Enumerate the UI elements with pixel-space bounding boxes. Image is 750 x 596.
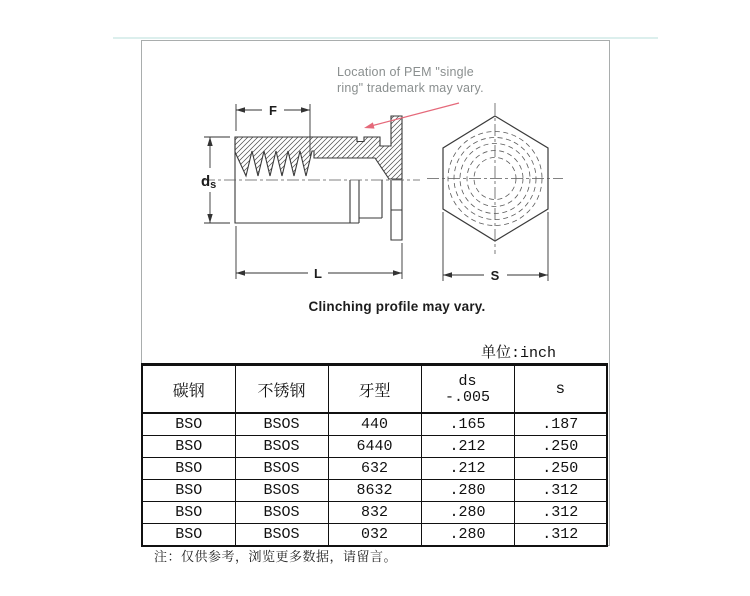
table-cell: BSO [142, 436, 235, 458]
clinching-caption: Clinching profile may vary. [308, 299, 486, 314]
table-row [142, 458, 607, 480]
dimension-l [236, 226, 402, 281]
table-row [142, 413, 607, 436]
table-row [142, 480, 607, 502]
table-cell: BSO [142, 458, 235, 480]
dimension-s [443, 212, 548, 283]
sectioned-body-hatched [235, 116, 402, 179]
table-cell: BSOS [235, 502, 328, 524]
table-cell: .280 [421, 524, 514, 547]
table-header-row [142, 365, 607, 414]
hex-centerlines [427, 103, 563, 254]
header-ds-symbol: ds [458, 372, 477, 390]
table-cell: BSOS [235, 480, 328, 502]
unit-label: 单位:inch [480, 345, 556, 362]
table-cell: .312 [514, 480, 607, 502]
table-cell: .280 [421, 480, 514, 502]
table-cell: .212 [421, 436, 514, 458]
table-cell: BSO [142, 413, 235, 436]
header-ds-tolerance: -.005 [444, 388, 490, 406]
table-cell: 032 [328, 524, 421, 547]
table-cell: BSO [142, 502, 235, 524]
dim-label-ds-sub: s [210, 179, 217, 191]
table-cell: .312 [514, 524, 607, 547]
table-cell: .187 [514, 413, 607, 436]
header-carbon-steel: 碳钢 [142, 365, 235, 414]
header-s: s [514, 365, 607, 414]
table-row [142, 436, 607, 458]
table-cell: .312 [514, 502, 607, 524]
table-cell: .250 [514, 436, 607, 458]
side-section-view [203, 116, 420, 240]
table-cell: BSOS [235, 524, 328, 547]
table-cell: BSO [142, 480, 235, 502]
hex-end-view [427, 103, 563, 254]
dim-label-ds-main: d [201, 173, 211, 190]
dim-label-s: S [490, 268, 500, 283]
reference-note: 注：仅供参考，浏览更多数据，请留言。 [154, 549, 398, 564]
spec-table [141, 363, 608, 547]
trademark-annotation-line1: Location of PEM "single [337, 65, 474, 79]
table-cell: BSOS [235, 413, 328, 436]
table-cell: 632 [328, 458, 421, 480]
table-cell: BSOS [235, 458, 328, 480]
dim-label-l: L [314, 266, 322, 281]
trademark-annotation [337, 64, 507, 96]
table-row [142, 502, 607, 524]
svg-text:ds [201, 173, 216, 191]
table-cell: .250 [514, 458, 607, 480]
trademark-leader-arrow [364, 103, 459, 129]
table-cell: 832 [328, 502, 421, 524]
table-cell: .212 [421, 458, 514, 480]
table-cell: .280 [421, 502, 514, 524]
header-thread-type: 牙型 [328, 365, 421, 414]
header-stainless-steel: 不锈钢 [235, 365, 328, 414]
table-cell: BSO [142, 524, 235, 547]
table-cell: BSOS [235, 436, 328, 458]
flange-lower [391, 180, 402, 240]
dim-label-f: F [269, 103, 277, 118]
table-cell: 6440 [328, 436, 421, 458]
table-cell: .165 [421, 413, 514, 436]
table-cell: 8632 [328, 480, 421, 502]
trademark-annotation-line2: ring" trademark may vary. [337, 81, 484, 95]
header-ds [421, 365, 514, 414]
table-row [142, 524, 607, 547]
table-cell: 440 [328, 413, 421, 436]
